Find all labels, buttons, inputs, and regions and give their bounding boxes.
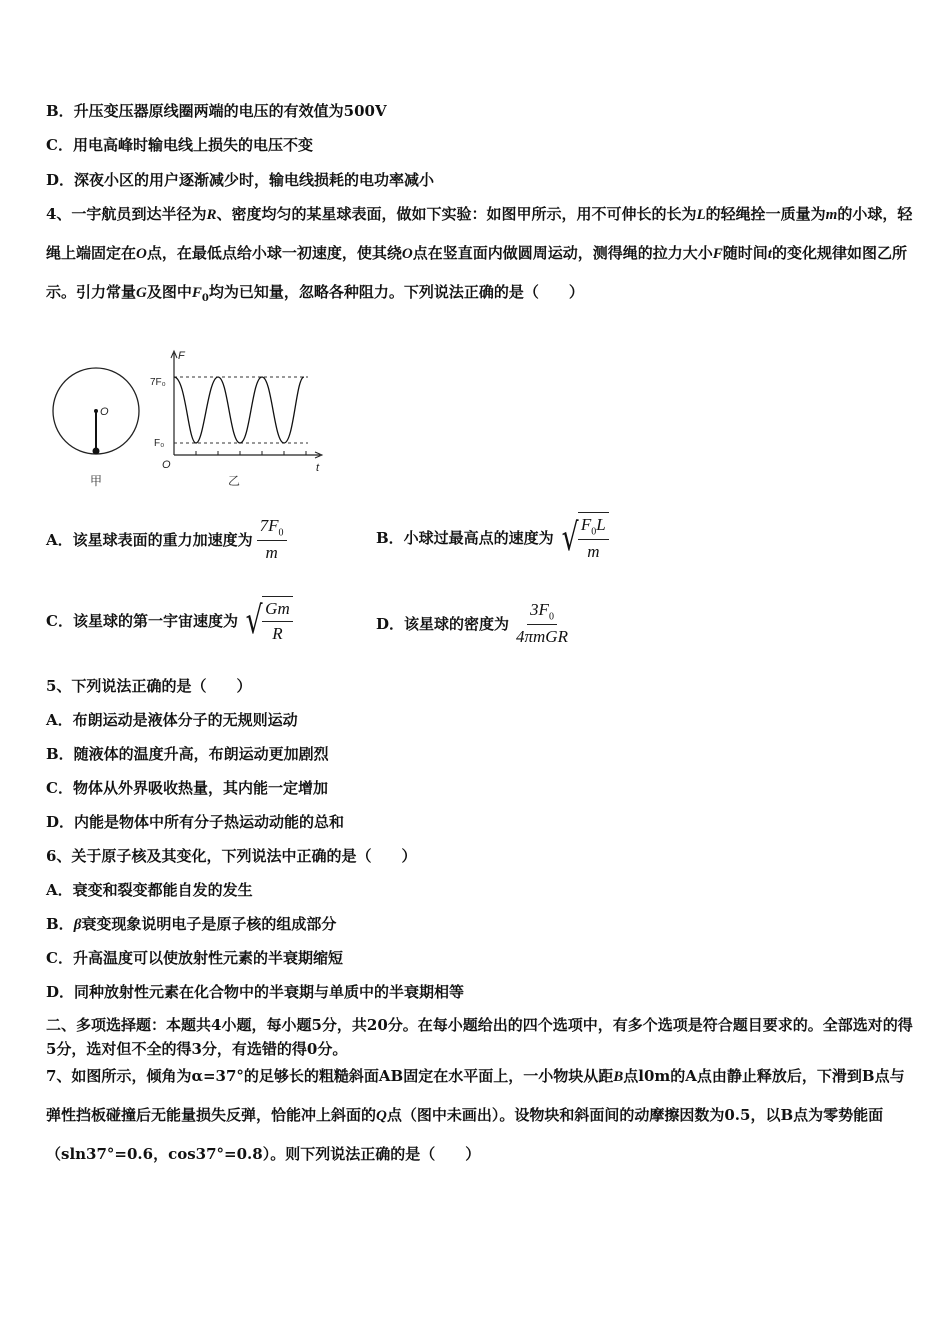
axis-f-label: F: [178, 350, 185, 362]
q4-option-d: D．该星球的密度为 $\frac{3F_0}{\text{4πmGR}}$: [376, 600, 571, 647]
q5-option-d: D．内能是物体中所有分子热运动动能的总和: [46, 813, 345, 831]
label-yi: 乙: [228, 474, 241, 488]
q7-stem: 7、如图所示，倾角为α=37°的足够长的粗糙斜面AB固定在水平面上，一小物块从距B点l0m的A点由静止释放后，下滑到B点与弹性挡板碰撞后无能量损失反弹，恰能冲上斜面的Q点（图中未画出）。设物块和斜面间的动摩擦因数为0.5，以B点为零势能面（sln37°=0.6，cos37°=0.8）。则下列说法正确的是（ ）: [46, 1067, 905, 1163]
q3-option-c: C．用电高峰时输电线上损失的电压不变: [46, 136, 313, 154]
q6-option-a: A．衰变和裂变都能自发的发生: [46, 881, 253, 899]
axis-t-label: t: [316, 462, 320, 474]
q5-option-b: B．随液体的温度升高，布朗运动更加剧烈: [46, 745, 329, 763]
q5-stem: 5、下列说法正确的是（ ）: [46, 677, 252, 695]
origin-label: O: [162, 459, 171, 471]
q4-figure: [46, 345, 336, 495]
t-ticks: [196, 451, 306, 455]
label-jia: 甲: [90, 474, 103, 488]
option-b-sqrt: √ $\frac{F_0L}{m}$: [558, 512, 609, 562]
tick-7f0-label: 7F₀: [150, 377, 166, 388]
tension-curve: [174, 377, 304, 443]
ball: [93, 448, 100, 455]
q4-option-a: A．该星球表面的重力加速度为 $\frac{7F_0}{m}$: [46, 516, 287, 563]
q6-stem: 6、关于原子核及其变化，下列说法中正确的是（ ）: [46, 847, 417, 865]
pivot-point: [94, 409, 98, 413]
option-c-sqrt: √ $\frac{Gm}{R}$: [242, 596, 293, 644]
tick-f0-label: F₀: [154, 438, 165, 449]
q6-option-c: C．升高温度可以使放射性元素的半衰期缩短: [46, 949, 343, 967]
q5-option-a: A．布朗运动是液体分子的无规则运动: [46, 711, 298, 729]
point-o-label: O: [100, 406, 109, 418]
q4-option-b: B．小球过最高点的速度为 √ $\frac{F_0L}{m}$: [376, 512, 609, 562]
option-d-fraction: $\frac{3F_0}{\text{4πmGR}}$: [516, 600, 568, 647]
section-multiple-choice-header: 二、多项选择题：本题共4小题，每小题5分，共20分。在每小题给出的四个选项中，有多个选项是符合题目要求的。全部选对的得5分，选对但不全的得3分，有选错的得0分。: [46, 1016, 913, 1058]
q4-stem: 4、一宇航员到达半径为R、密度均匀的某星球表面，做如下实验：如图甲所示，用不可伸长的长为L的轻绳拴一质量为m的小球，轻绳上端固定在O点，在最低点给小球一初速度，使其绕O点在竖直面内做圆周运动，测得绳的拉力大小F随时间t的变化规律如图乙所示。引力常量G及图中$F_0$均为已知量，忽略各种阻力。下列说法正确的是（ ）: [46, 205, 913, 304]
option-a-fraction: $\frac{7F_0}{m}$: [257, 516, 287, 563]
q3-option-d: D．深夜小区的用户逐渐减少时，输电线损耗的电功率减小: [46, 171, 435, 189]
q5-option-c: C．物体从外界吸收热量，其内能一定增加: [46, 779, 328, 797]
q4-option-c: C．该星球的第一宇宙速度为 √ $\frac{Gm}{R}$: [46, 596, 293, 644]
q6-option-b: B．β衰变现象说明电子是原子核的组成部分: [46, 915, 337, 933]
q6-option-d: D．同种放射性元素在化合物中的半衰期与单质中的半衰期相等: [46, 983, 465, 1001]
q3-option-b: B．升压变压器原线圈两端的电压的有效值为500V: [46, 102, 387, 120]
